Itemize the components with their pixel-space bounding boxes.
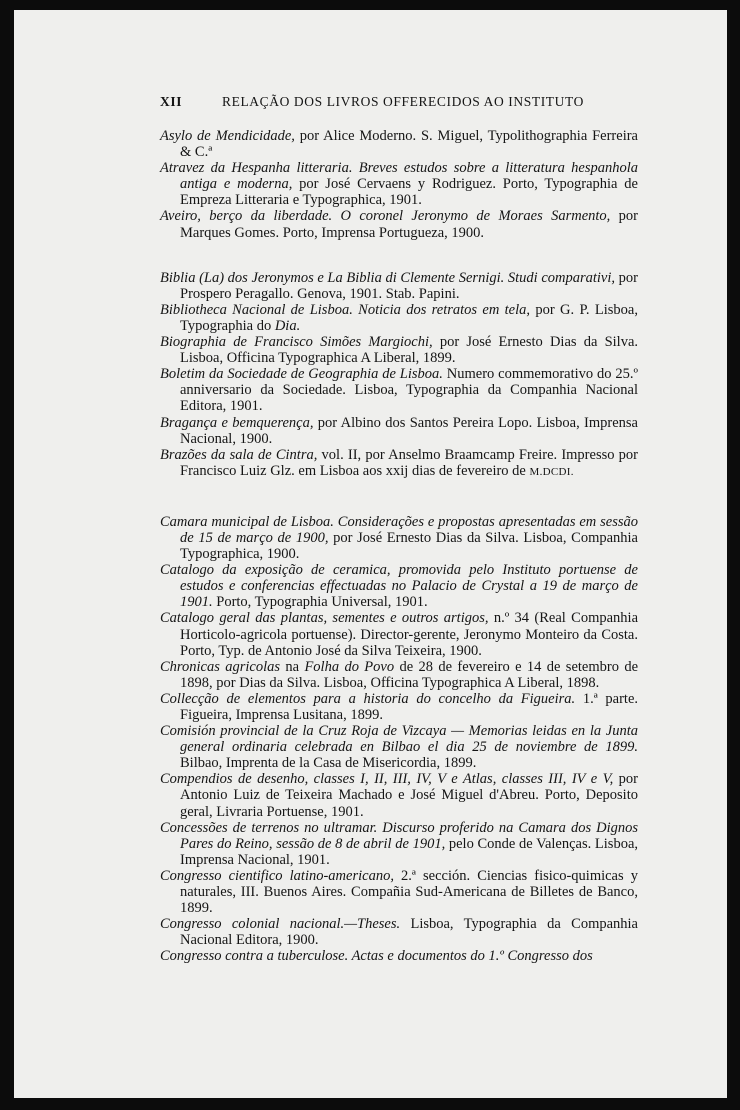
entry-title: Catalogo da exposição de ceramica, promovida pelo Instituto portuense de estudos e conferencias effectuadas no Palacio de Crystal a 19 de março de 1901. (160, 562, 638, 611)
section-a (160, 128, 638, 241)
entry-title: Chronicas agricolas (160, 658, 281, 675)
list-item (160, 916, 638, 948)
entry-text: por José Ernesto Dias da Silva. Lisboa, Companhia Typographica, 1900. (180, 529, 638, 563)
entry-text: vol. II, por Anselmo Braamcamp Freire. Impresso por Francisco Luiz Glz. em Lisboa aos xxij dias de fevereiro de (180, 446, 639, 479)
entry-text: por José Ernesto Dias da Silva. Lisboa, Officina Typographica A Liberal, 1899. (180, 334, 638, 367)
section-b (160, 270, 638, 480)
entry-title: Biblia (La) dos Jeronymos e La Biblia di Clemente Sernigi. Studi comparativi, (160, 269, 616, 286)
entry-title: Atravez da Hespanha litteraria. Breves estudos sobre a litteratura hespanhola antiga e moderna, (160, 160, 638, 193)
section-spacer (160, 480, 638, 514)
entry-title-secondary: Dia. (274, 317, 301, 334)
list-item (160, 208, 638, 240)
entry-text: por Alice Moderno. S. Miguel, Typolithographia Ferreira & C.ª (180, 128, 638, 161)
list-item (160, 948, 638, 964)
entry-title: Congresso colonial nacional.—Theses. (160, 916, 401, 933)
entry-title: Congresso contra a tuberculose. Actas e documentos do 1.º Congresso dos (160, 948, 593, 965)
entry-title: Asylo de Mendicidade, (160, 128, 295, 144)
entry-text: por José Cervaens y Rodriguez. Porto, Typographia de Empreza Litteraria e Typographica, 1901. (180, 176, 638, 209)
list-item (160, 771, 638, 819)
entry-title: Camara municipal de Lisboa. Considerações e propostas apresentadas em sessão de 15 de março de 1900, (160, 513, 638, 546)
entry-title-secondary: Folha do Povo (304, 658, 395, 675)
list-item (160, 334, 638, 366)
list-item (160, 659, 638, 691)
entry-title: Bibliotheca Nacional de Lisboa. Noticia dos retratos em tela, (160, 301, 531, 318)
entry-title: Brazões da sala de Cintra, (160, 446, 318, 463)
entry-text: por G. P. Lisboa, Typographia do (180, 301, 638, 334)
entry-text: por Antonio Luiz de Teixeira Machado e José Miguel d'Abreu. Porto, Deposito geral, Livraria Portuense, 1901. (180, 771, 638, 820)
entry-text: na (280, 658, 305, 675)
entry-text-secondary: de 28 de fevereiro e 14 de setembro de 1898, por Dias da Silva. Lisboa, Officina Typographica A Liberal, 1898. (180, 658, 639, 691)
entry-title: Aveiro, berço da liberdade. O coronel Jeronymo de Moraes Sarmento, (160, 208, 611, 225)
entry-text: Lisboa, Typographia da Companhia Nacional Editora, 1900. (180, 916, 638, 949)
list-item (160, 610, 638, 658)
entry-text: Numero commemorativo do 25.º anniversario da Sociedade. Lisboa, Typographia da Companhia Nacional Editora, 1901. (180, 366, 639, 415)
entries-list (160, 128, 638, 965)
list-item (160, 302, 638, 334)
list-item (160, 128, 638, 160)
page (14, 10, 727, 1098)
section-spacer (160, 241, 638, 270)
list-item (160, 415, 638, 447)
page-number: XII (160, 94, 183, 109)
list-item (160, 723, 638, 771)
entry-title: Catalogo geral das plantas, sementes e outros artigos, (160, 610, 489, 627)
list-item (160, 562, 638, 610)
list-item (160, 270, 638, 302)
entry-text: Bilbao, Imprenta de la Casa de Misericordia, 1899. (180, 755, 477, 772)
entry-date-smallcaps: M.DCDI. (529, 465, 574, 478)
list-item (160, 160, 638, 208)
entry-text: n.º 34 (Real Companhia Horticolo-agricola portuense). Director-gerente, Jeronymo Monteiro da Costa. Porto, Typ. de Antonio José da Silva Teixeira, 1900. (180, 610, 639, 659)
list-item (160, 691, 638, 723)
entry-title: Collecção de elementos para a historia do concelho da Figueira. (160, 690, 576, 707)
entry-title: Biographia de Francisco Simões Margiochi, (160, 334, 433, 351)
list-item (160, 514, 638, 562)
entry-title: Congresso cientifico latino-americano, (160, 867, 394, 884)
entry-text: pelo Conde de Valenças. Lisboa, Imprensa Nacional, 1901. (180, 835, 639, 868)
entry-text: por Albino dos Santos Pereira Lopo. Lisboa, Imprensa Nacional, 1900. (180, 414, 638, 447)
entry-title: Comisión provincial de la Cruz Roja de Vizcaya — Memorias leidas en la Junta general ordinaria celebrada en Bilbao el dia 25 de noviembre de 1899. (160, 723, 638, 756)
entry-title: Boletim da Sociedade de Geographia de Lisboa. (160, 366, 443, 383)
list-item (160, 820, 638, 868)
entry-text: por Marques Gomes. Porto, Imprensa Portugueza, 1900. (180, 208, 638, 241)
entry-text: Porto, Typographia Universal, 1901. (212, 594, 428, 611)
entry-title: Bragança e bemquerença, (160, 414, 314, 431)
list-item (160, 447, 638, 480)
entry-text: 1.ª parte. Figueira, Imprensa Lusitana, 1899. (180, 690, 639, 723)
section-c (160, 514, 638, 965)
entry-text: 2.ª sección. Ciencias fisico-quimicas y naturales, III. Buenos Aires. Compañia Sud-Americana de Billetes de Banco, 1899. (180, 867, 638, 917)
entry-title: Concessões de terrenos no ultramar. Discurso proferido na Camara dos Dignos Pares do Reino, sessão de 8 de abril de 1901, (160, 819, 638, 852)
list-item (160, 366, 638, 414)
page-header (160, 94, 590, 110)
entry-title: Compendios de desenho, classes I, II, III, IV, V e Atlas, classes III, IV e V, (160, 771, 614, 788)
list-item (160, 868, 638, 916)
entry-text: por Prospero Peragallo. Genova, 1901. Stab. Papini. (180, 269, 638, 302)
running-title: RELAÇÃO DOS LIVROS OFFERECIDOS AO INSTITUTO (222, 94, 584, 109)
